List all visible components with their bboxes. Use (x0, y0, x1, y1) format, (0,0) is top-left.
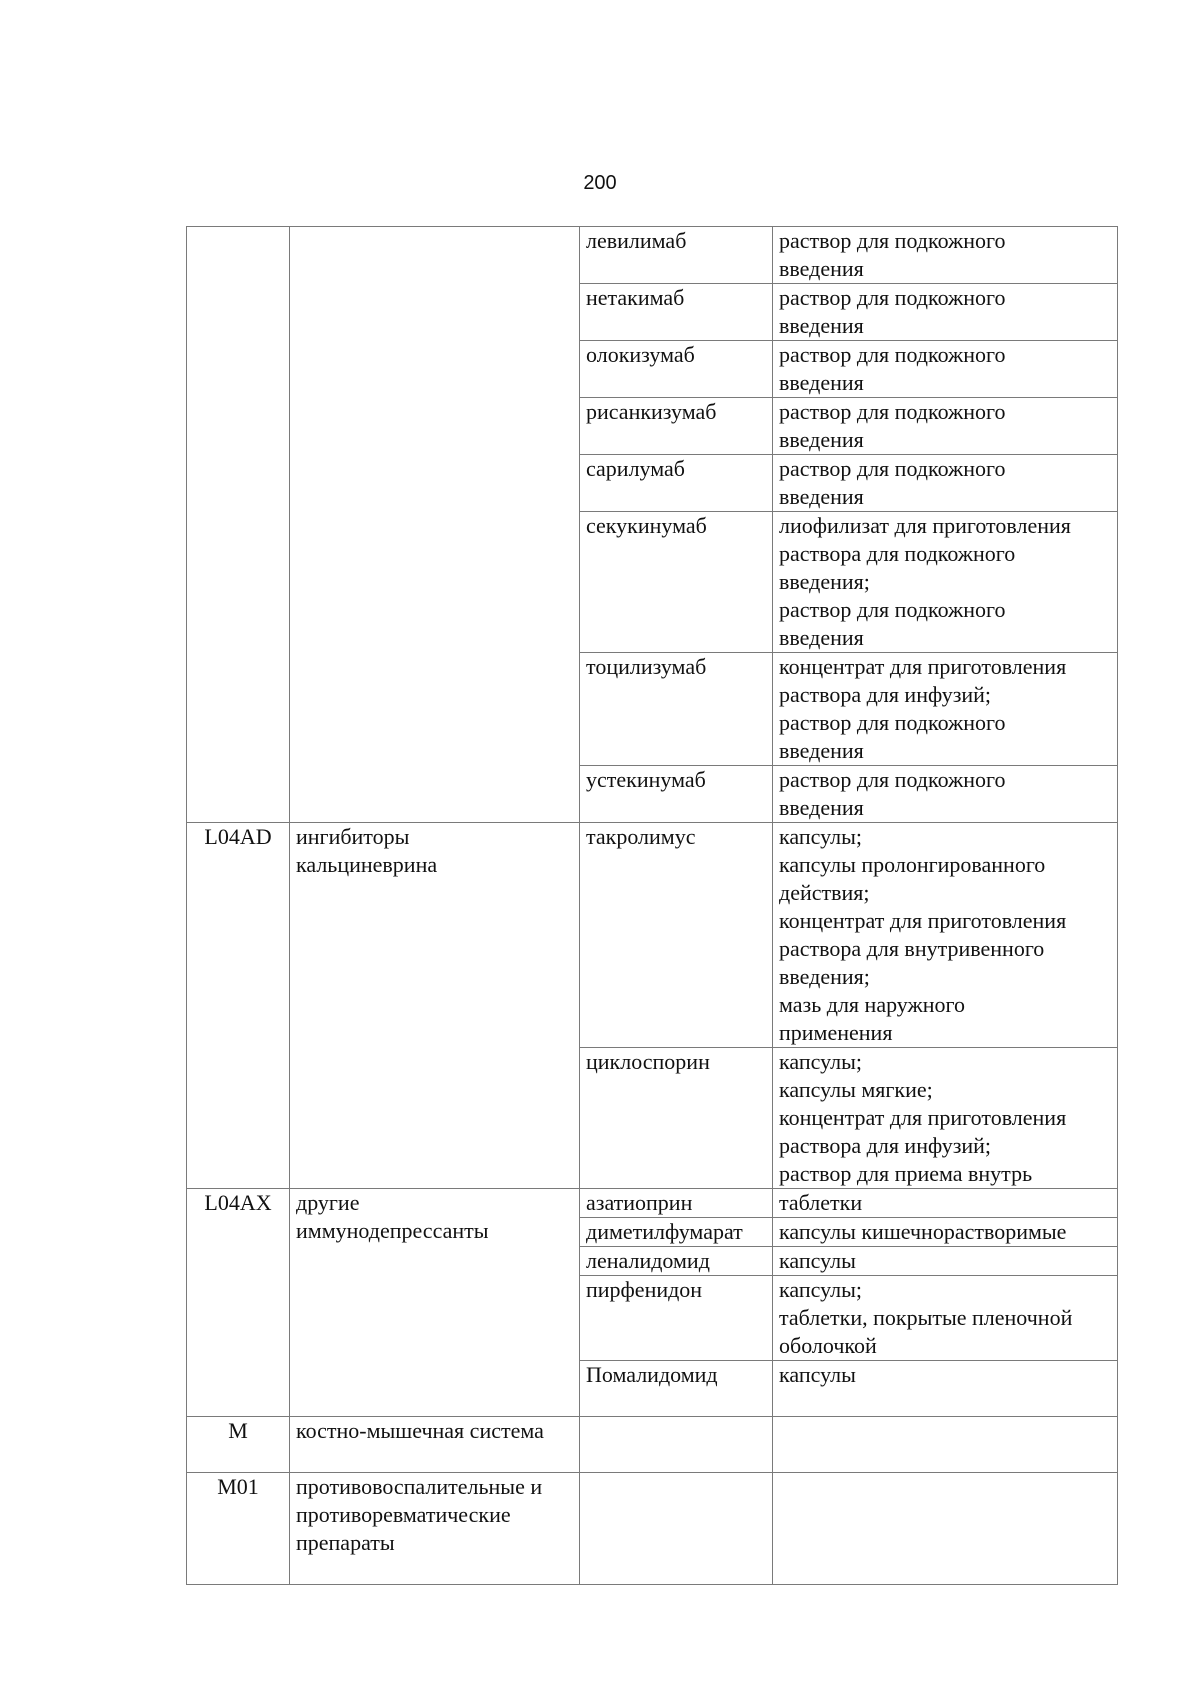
group-name-cell-line: другие (296, 1190, 360, 1215)
inn-cell-line: устекинумаб (586, 767, 706, 792)
dosage-form-cell-line: капсулы пролонгированного (779, 852, 1046, 877)
dosage-form-cell-line: капсулы (779, 1248, 856, 1273)
dosage-form-cell (773, 227, 1118, 284)
group-name-cell-line: иммунодепрессанты (296, 1218, 489, 1243)
dosage-form-cell-line: капсулы кишечнорастворимые (779, 1219, 1067, 1244)
dosage-form-cell (773, 1048, 1118, 1189)
group-name-cell (290, 823, 580, 1189)
table-row (187, 1473, 1118, 1585)
atc-code-cell-line: L04AX (204, 1190, 272, 1215)
dosage-form-cell-line: концентрат для приготовления (779, 654, 1067, 679)
inn-cell (580, 1417, 773, 1473)
group-name-cell (290, 227, 580, 823)
inn-cell-line: диметилфумарат (586, 1219, 743, 1244)
inn-cell-line: леналидомид (586, 1248, 710, 1273)
dosage-form-cell-line: капсулы (779, 1362, 856, 1387)
inn-cell (580, 1048, 773, 1189)
dosage-form-cell-line: введения (779, 256, 864, 281)
dosage-form-cell-line: раствора для инфузий; (779, 1133, 992, 1158)
dosage-form-cell-line: раствора для внутривенного (779, 936, 1045, 961)
dosage-form-cell (773, 284, 1118, 341)
dosage-form-cell-line: капсулы; (779, 1277, 862, 1302)
dosage-form-cell-line: раствор для подкожного (779, 342, 1006, 367)
dosage-form-cell (773, 1218, 1118, 1247)
dosage-form-cell (773, 455, 1118, 512)
dosage-form-cell-line: лиофилизат для приготовления (779, 513, 1071, 538)
atc-code-cell (187, 1473, 290, 1585)
dosage-form-cell (773, 823, 1118, 1048)
inn-cell (580, 823, 773, 1048)
inn-cell (580, 1361, 773, 1417)
atc-code-cell-line: M01 (217, 1474, 259, 1499)
inn-cell-line: циклоспорин (586, 1049, 710, 1074)
group-name-cell-line: противоревматические (296, 1502, 511, 1527)
inn-cell-line: нетакимаб (586, 285, 685, 310)
inn-cell-line: рисанкизумаб (586, 399, 717, 424)
group-name-cell-line: препараты (296, 1530, 395, 1555)
inn-cell-line: Помалидомид (586, 1362, 718, 1387)
inn-cell (580, 284, 773, 341)
dosage-form-cell-line: действия; (779, 880, 870, 905)
dosage-form-cell-line: введения; (779, 964, 870, 989)
atc-code-cell (187, 823, 290, 1189)
dosage-form-cell-line: раствор для подкожного (779, 767, 1006, 792)
table-row (187, 823, 1118, 1048)
dosage-form-cell (773, 1417, 1118, 1473)
inn-cell (580, 1247, 773, 1276)
inn-cell (580, 1189, 773, 1218)
dosage-form-cell (773, 653, 1118, 766)
dosage-form-cell-line: концентрат для приготовления (779, 1105, 1067, 1130)
dosage-form-cell-line: раствор для подкожного (779, 399, 1006, 424)
page-number: 200 (583, 172, 617, 194)
dosage-form-cell-line: введения (779, 370, 864, 395)
group-name-cell-line: ингибиторы (296, 824, 410, 849)
dosage-form-cell-line: таблетки (779, 1190, 863, 1215)
group-name-cell-line: костно-мышечная система (296, 1418, 544, 1443)
dosage-form-cell (773, 398, 1118, 455)
dosage-form-cell-line: введения (779, 313, 864, 338)
dosage-form-cell-line: таблетки, покрытые пленочной (779, 1305, 1073, 1330)
dosage-form-cell-line: введения (779, 795, 864, 820)
dosage-form-cell-line: раствор для подкожного (779, 285, 1006, 310)
group-name-cell-line: противовоспалительные и (296, 1474, 543, 1499)
group-name-cell (290, 1417, 580, 1473)
dosage-form-cell-line: концентрат для приготовления (779, 908, 1067, 933)
table-row (187, 1189, 1118, 1218)
dosage-form-cell-line: раствор для подкожного (779, 597, 1006, 622)
dosage-form-cell-line: введения (779, 625, 864, 650)
inn-cell-line: левилимаб (586, 228, 687, 253)
inn-cell (580, 766, 773, 823)
drug-table (186, 226, 1118, 1585)
inn-cell-line: такролимус (586, 824, 696, 849)
atc-code-cell-line: L04AD (204, 824, 272, 849)
dosage-form-cell (773, 341, 1118, 398)
dosage-form-cell-line: капсулы; (779, 1049, 862, 1074)
dosage-form-cell (773, 1189, 1118, 1218)
atc-code-cell-line: M (228, 1418, 248, 1443)
atc-code-cell (187, 1417, 290, 1473)
group-name-cell (290, 1473, 580, 1585)
inn-cell-line: олокизумаб (586, 342, 695, 367)
inn-cell (580, 398, 773, 455)
inn-cell (580, 653, 773, 766)
dosage-form-cell-line: раствор для приема внутрь (779, 1161, 1033, 1186)
inn-cell (580, 227, 773, 284)
inn-cell (580, 1276, 773, 1361)
inn-cell (580, 341, 773, 398)
dosage-form-cell-line: раствора для инфузий; (779, 682, 992, 707)
dosage-form-cell (773, 766, 1118, 823)
inn-cell-line: азатиоприн (586, 1190, 693, 1215)
dosage-form-cell (773, 1247, 1118, 1276)
atc-code-cell (187, 227, 290, 823)
table-row (187, 1417, 1118, 1473)
dosage-form-cell-line: введения (779, 484, 864, 509)
inn-cell (580, 512, 773, 653)
dosage-form-cell-line: введения (779, 427, 864, 452)
dosage-form-cell (773, 1473, 1118, 1585)
inn-cell-line: сарилумаб (586, 456, 685, 481)
inn-cell (580, 1473, 773, 1585)
dosage-form-cell-line: раствора для подкожного (779, 541, 1016, 566)
dosage-form-cell-line: введения; (779, 569, 870, 594)
group-name-cell (290, 1189, 580, 1417)
atc-code-cell (187, 1189, 290, 1417)
dosage-form-cell (773, 1361, 1118, 1417)
dosage-form-cell-line: введения (779, 738, 864, 763)
dosage-form-cell (773, 1276, 1118, 1361)
inn-cell-line: тоцилизумаб (586, 654, 707, 679)
inn-cell-line: пирфенидон (586, 1277, 703, 1302)
table-row (187, 227, 1118, 284)
dosage-form-cell-line: оболочкой (779, 1333, 877, 1358)
inn-cell (580, 1218, 773, 1247)
dosage-form-cell-line: раствор для подкожного (779, 456, 1006, 481)
dosage-form-cell-line: капсулы мягкие; (779, 1077, 933, 1102)
inn-cell-line: секукинумаб (586, 513, 707, 538)
dosage-form-cell-line: мазь для наружного (779, 992, 965, 1017)
dosage-form-cell-line: применения (779, 1020, 893, 1045)
inn-cell (580, 455, 773, 512)
group-name-cell-line: кальциневрина (296, 852, 438, 877)
dosage-form-cell-line: капсулы; (779, 824, 862, 849)
dosage-form-cell (773, 512, 1118, 653)
dosage-form-cell-line: раствор для подкожного (779, 228, 1006, 253)
dosage-form-cell-line: раствор для подкожного (779, 710, 1006, 735)
